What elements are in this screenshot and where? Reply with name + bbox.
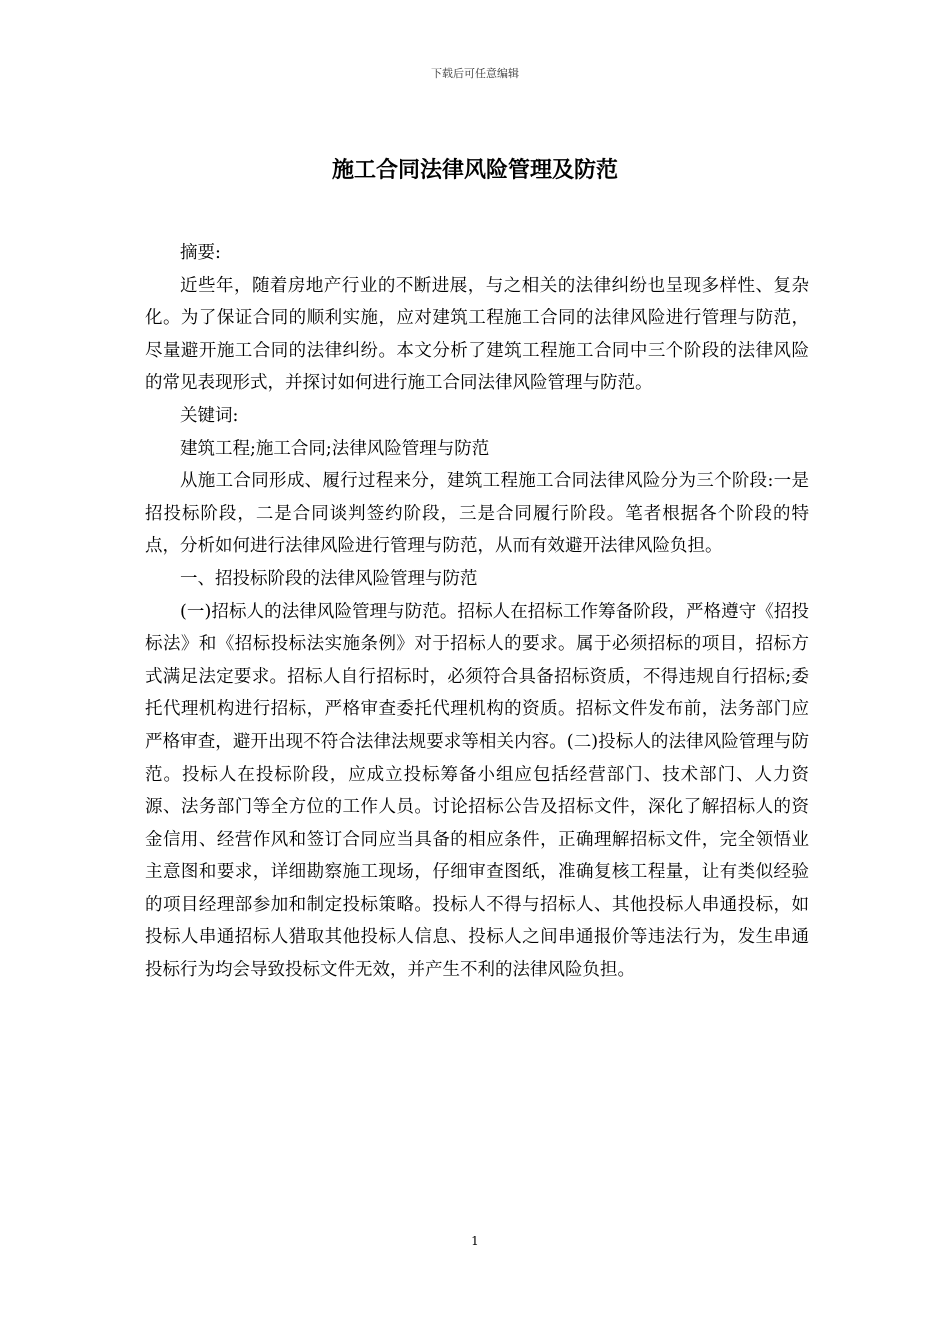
section-paragraph: (一)招标人的法律风险管理与防范。招标人在招标工作筹备阶段，严格遵守《招投标法》和《招标投标法实施条例》对于招标人的要求。属于必须招标的项目，招标方式满足法定要求。招标人自行招标时，必须符合具备招标资质，不得违规自行招标;委托代理机构进行招标，严格审查委托代理机构的资质。招标文件发布前，法务部门应严格审查，避开出现不符合法律法规要求等相关内容。(二)投标人的法律风险管理与防范。投标人在投标阶段，应成立投标筹备小组应包括经营部门、技术部门、人力资源、法务部门等全方位的工作人员。讨论招标公告及招标文件，深化了解招标人的资金信用、经营作风和签订合同应当具备的相应条件，正确理解招标文件，完全领悟业主意图和要求，详细勘察施工现场，仔细审查图纸，准确复核工程量，让有类似经验的项目经理部参加和制定投标策略。投标人不得与招标人、其他投标人串通投标，如投标人串通招标人猎取其他投标人信息、投标人之间串通报价等违法行为，发生串通投标行为均会导致投标文件无效，并产生不利的法律风险负担。	[145, 601, 809, 981]
page-header: 下载后可任意编辑	[431, 67, 519, 80]
document-title: 施工合同法律风险管理及防范	[331, 157, 618, 183]
intro-paragraph: 从施工合同形成、履行过程来分，建筑工程施工合同法律风险分为三个阶段:一是招投标阶段，二是合同谈判签约阶段，三是合同履行阶段。笔者根据各个阶段的特点，分析如何进行法律风险进行管理与防范，从而有效避开法律风险负担。	[145, 471, 809, 557]
page-number: 1	[471, 1234, 479, 1248]
abstract-label: 摘要:	[180, 243, 221, 263]
section-heading: 一、招投标阶段的法律风险管理与防范	[180, 568, 478, 589]
abstract-paragraph: 近些年，随着房地产行业的不断进展，与之相关的法律纠纷也呈现多样性、复杂化。为了保证合同的顺利实施，应对建筑工程施工合同的法律风险进行管理与防范，尽量避开施工合同的法律纠纷。本文分析了建筑工程施工合同中三个阶段的法律风险的常见表现形式，并探讨如何进行施工合同法律风险管理与防范。	[145, 275, 809, 394]
document-body	[145, 237, 809, 987]
keywords-label: 关键词:	[180, 405, 239, 426]
keywords-paragraph: 建筑工程;施工合同;法律风险管理与防范	[180, 438, 490, 459]
